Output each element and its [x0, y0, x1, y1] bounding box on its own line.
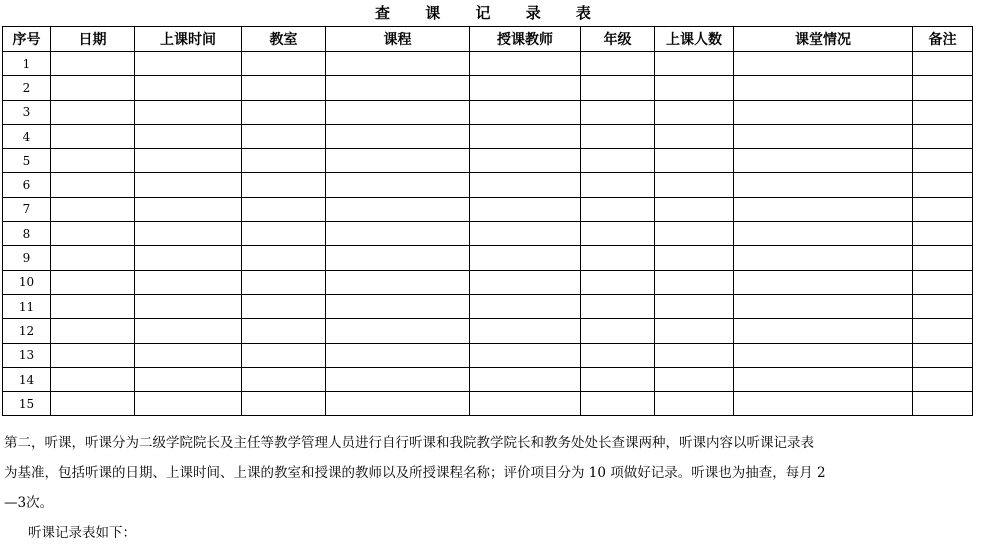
table-header-row — [3, 27, 973, 52]
row-number-cell: 10 — [3, 270, 51, 294]
empty-entry-cell[interactable] — [655, 197, 734, 221]
empty-entry-cell[interactable] — [470, 392, 581, 416]
empty-entry-cell[interactable] — [581, 222, 655, 246]
empty-entry-cell[interactable] — [734, 222, 913, 246]
empty-entry-cell[interactable] — [135, 222, 242, 246]
empty-entry-cell[interactable] — [51, 222, 135, 246]
empty-entry-cell[interactable] — [470, 294, 581, 318]
empty-entry-cell[interactable] — [470, 270, 581, 294]
empty-entry-cell[interactable] — [326, 367, 470, 391]
empty-entry-cell[interactable] — [326, 270, 470, 294]
empty-entry-cell[interactable] — [913, 76, 973, 100]
empty-entry-cell[interactable] — [135, 149, 242, 173]
empty-entry-cell[interactable] — [913, 294, 973, 318]
empty-entry-cell[interactable] — [326, 294, 470, 318]
empty-entry-cell[interactable] — [581, 173, 655, 197]
empty-entry-cell[interactable] — [242, 173, 326, 197]
empty-entry-cell[interactable] — [581, 270, 655, 294]
empty-entry-cell[interactable] — [655, 319, 734, 343]
empty-entry-cell[interactable] — [470, 367, 581, 391]
empty-entry-cell[interactable] — [135, 76, 242, 100]
empty-entry-cell[interactable] — [913, 246, 973, 270]
column-header: 教室 — [242, 27, 326, 52]
empty-entry-cell[interactable] — [242, 197, 326, 221]
empty-entry-cell[interactable] — [135, 100, 242, 124]
empty-entry-cell[interactable] — [51, 367, 135, 391]
paragraph-line-3: —3次。 — [4, 495, 54, 511]
row-number-cell: 13 — [3, 343, 51, 367]
paragraph-line-4: 听课记录表如下： — [28, 525, 136, 541]
empty-entry-cell[interactable] — [135, 124, 242, 148]
empty-entry-cell[interactable] — [51, 124, 135, 148]
empty-entry-cell[interactable] — [470, 100, 581, 124]
row-number-cell: 12 — [3, 319, 51, 343]
empty-entry-cell[interactable] — [326, 124, 470, 148]
empty-entry-cell[interactable] — [326, 173, 470, 197]
row-number-cell: 8 — [3, 222, 51, 246]
empty-entry-cell[interactable] — [135, 343, 242, 367]
column-header: 序号 — [3, 27, 51, 52]
empty-entry-cell[interactable] — [242, 149, 326, 173]
table-row — [3, 197, 973, 221]
empty-entry-cell[interactable] — [470, 149, 581, 173]
row-number-cell: 11 — [3, 294, 51, 318]
empty-entry-cell[interactable] — [51, 246, 135, 270]
empty-entry-cell[interactable] — [734, 246, 913, 270]
empty-entry-cell[interactable] — [242, 367, 326, 391]
empty-entry-cell[interactable] — [51, 100, 135, 124]
empty-entry-cell[interactable] — [51, 392, 135, 416]
empty-entry-cell[interactable] — [734, 392, 913, 416]
empty-entry-cell[interactable] — [734, 124, 913, 148]
empty-entry-cell[interactable] — [470, 197, 581, 221]
empty-entry-cell[interactable] — [734, 100, 913, 124]
empty-entry-cell[interactable] — [913, 392, 973, 416]
empty-entry-cell[interactable] — [326, 222, 470, 246]
table-row — [3, 52, 973, 76]
empty-entry-cell[interactable] — [135, 52, 242, 76]
empty-entry-cell[interactable] — [470, 124, 581, 148]
empty-entry-cell[interactable] — [242, 392, 326, 416]
empty-entry-cell[interactable] — [242, 319, 326, 343]
table-row — [3, 294, 973, 318]
empty-entry-cell[interactable] — [135, 392, 242, 416]
empty-entry-cell[interactable] — [135, 319, 242, 343]
row-number-cell: 1 — [3, 52, 51, 76]
empty-entry-cell[interactable] — [326, 246, 470, 270]
empty-entry-cell[interactable] — [326, 76, 470, 100]
empty-entry-cell[interactable] — [51, 149, 135, 173]
inspection-record-table — [2, 26, 973, 416]
empty-entry-cell[interactable] — [913, 100, 973, 124]
empty-entry-cell[interactable] — [242, 270, 326, 294]
row-number-cell: 7 — [3, 197, 51, 221]
empty-entry-cell[interactable] — [242, 246, 326, 270]
paragraph-line-2: 为基准，包括听课的日期、上课时间、上课的教室和授课的教师以及所授课程名称；评价项目分为 10 项做好记录。听课也为抽查，每月 2 — [4, 465, 826, 481]
table-row — [3, 246, 973, 270]
column-header: 上课人数 — [655, 27, 734, 52]
empty-entry-cell[interactable] — [581, 392, 655, 416]
column-header: 日期 — [51, 27, 135, 52]
row-number-cell: 3 — [3, 100, 51, 124]
empty-entry-cell[interactable] — [242, 222, 326, 246]
empty-entry-cell[interactable] — [581, 76, 655, 100]
empty-entry-cell[interactable] — [913, 222, 973, 246]
empty-entry-cell[interactable] — [51, 270, 135, 294]
empty-entry-cell[interactable] — [326, 52, 470, 76]
table-row — [3, 367, 973, 391]
empty-entry-cell[interactable] — [326, 392, 470, 416]
paragraph-line-1: 第二，听课，听课分为二级学院院长及主任等教学管理人员进行自行听课和我院教学院长和教务处处长查课两种，听课内容以听课记录表 — [4, 435, 814, 451]
empty-entry-cell[interactable] — [734, 294, 913, 318]
empty-entry-cell[interactable] — [655, 149, 734, 173]
empty-entry-cell[interactable] — [913, 343, 973, 367]
empty-entry-cell[interactable] — [734, 149, 913, 173]
empty-entry-cell[interactable] — [655, 343, 734, 367]
empty-entry-cell[interactable] — [51, 294, 135, 318]
description-paragraph — [4, 428, 976, 548]
empty-entry-cell[interactable] — [242, 294, 326, 318]
empty-entry-cell[interactable] — [581, 294, 655, 318]
empty-entry-cell[interactable] — [470, 343, 581, 367]
empty-entry-cell[interactable] — [135, 270, 242, 294]
empty-entry-cell[interactable] — [135, 367, 242, 391]
column-header: 课程 — [326, 27, 470, 52]
empty-entry-cell[interactable] — [135, 173, 242, 197]
empty-entry-cell[interactable] — [51, 343, 135, 367]
table-row — [3, 270, 973, 294]
empty-entry-cell[interactable] — [51, 173, 135, 197]
empty-entry-cell[interactable] — [734, 343, 913, 367]
empty-entry-cell[interactable] — [581, 367, 655, 391]
empty-entry-cell[interactable] — [242, 76, 326, 100]
empty-entry-cell[interactable] — [242, 52, 326, 76]
empty-entry-cell[interactable] — [581, 149, 655, 173]
empty-entry-cell[interactable] — [242, 343, 326, 367]
empty-entry-cell[interactable] — [581, 52, 655, 76]
empty-entry-cell[interactable] — [242, 124, 326, 148]
table-row — [3, 124, 973, 148]
empty-entry-cell[interactable] — [734, 52, 913, 76]
empty-entry-cell[interactable] — [470, 76, 581, 100]
empty-entry-cell[interactable] — [734, 197, 913, 221]
empty-entry-cell[interactable] — [326, 100, 470, 124]
empty-entry-cell[interactable] — [655, 76, 734, 100]
table-row — [3, 392, 973, 416]
empty-entry-cell[interactable] — [470, 222, 581, 246]
column-header: 授课教师 — [470, 27, 581, 52]
empty-entry-cell[interactable] — [734, 173, 913, 197]
column-header: 备注 — [913, 27, 973, 52]
empty-entry-cell[interactable] — [326, 319, 470, 343]
empty-entry-cell[interactable] — [135, 246, 242, 270]
empty-entry-cell[interactable] — [913, 149, 973, 173]
empty-entry-cell[interactable] — [913, 270, 973, 294]
empty-entry-cell[interactable] — [655, 246, 734, 270]
empty-entry-cell[interactable] — [655, 270, 734, 294]
empty-entry-cell[interactable] — [51, 76, 135, 100]
empty-entry-cell[interactable] — [655, 392, 734, 416]
empty-entry-cell[interactable] — [581, 343, 655, 367]
empty-entry-cell[interactable] — [135, 294, 242, 318]
table-body — [3, 52, 973, 416]
empty-entry-cell[interactable] — [913, 173, 973, 197]
empty-entry-cell[interactable] — [913, 124, 973, 148]
empty-entry-cell[interactable] — [135, 197, 242, 221]
empty-entry-cell[interactable] — [470, 319, 581, 343]
empty-entry-cell[interactable] — [913, 367, 973, 391]
empty-entry-cell[interactable] — [326, 197, 470, 221]
empty-entry-cell[interactable] — [581, 246, 655, 270]
empty-entry-cell[interactable] — [470, 246, 581, 270]
empty-entry-cell[interactable] — [51, 197, 135, 221]
row-number-cell: 14 — [3, 367, 51, 391]
empty-entry-cell[interactable] — [581, 197, 655, 221]
row-number-cell: 4 — [3, 124, 51, 148]
table-row — [3, 343, 973, 367]
empty-entry-cell[interactable] — [655, 173, 734, 197]
empty-entry-cell[interactable] — [655, 124, 734, 148]
row-number-cell: 6 — [3, 173, 51, 197]
table-row — [3, 149, 973, 173]
empty-entry-cell[interactable] — [470, 173, 581, 197]
page-title: 查 课 记 录 表 — [375, 4, 606, 22]
empty-entry-cell[interactable] — [581, 319, 655, 343]
empty-entry-cell[interactable] — [734, 76, 913, 100]
empty-entry-cell[interactable] — [734, 270, 913, 294]
empty-entry-cell[interactable] — [655, 367, 734, 391]
empty-entry-cell[interactable] — [470, 52, 581, 76]
column-header: 课堂情况 — [734, 27, 913, 52]
empty-entry-cell[interactable] — [655, 222, 734, 246]
empty-entry-cell[interactable] — [326, 149, 470, 173]
empty-entry-cell[interactable] — [581, 124, 655, 148]
empty-entry-cell[interactable] — [913, 197, 973, 221]
empty-entry-cell[interactable] — [581, 100, 655, 124]
empty-entry-cell[interactable] — [51, 52, 135, 76]
column-header: 上课时间 — [135, 27, 242, 52]
empty-entry-cell[interactable] — [51, 319, 135, 343]
table-row — [3, 222, 973, 246]
row-number-cell: 9 — [3, 246, 51, 270]
empty-entry-cell[interactable] — [655, 100, 734, 124]
empty-entry-cell[interactable] — [734, 319, 913, 343]
empty-entry-cell[interactable] — [913, 319, 973, 343]
empty-entry-cell[interactable] — [734, 367, 913, 391]
empty-entry-cell[interactable] — [913, 52, 973, 76]
table-row — [3, 319, 973, 343]
table-row — [3, 173, 973, 197]
row-number-cell: 5 — [3, 149, 51, 173]
table-row — [3, 100, 973, 124]
empty-entry-cell[interactable] — [655, 294, 734, 318]
row-number-cell: 15 — [3, 392, 51, 416]
empty-entry-cell[interactable] — [655, 52, 734, 76]
row-number-cell: 2 — [3, 76, 51, 100]
empty-entry-cell[interactable] — [326, 343, 470, 367]
table-row — [3, 76, 973, 100]
empty-entry-cell[interactable] — [242, 100, 326, 124]
column-header: 年级 — [581, 27, 655, 52]
